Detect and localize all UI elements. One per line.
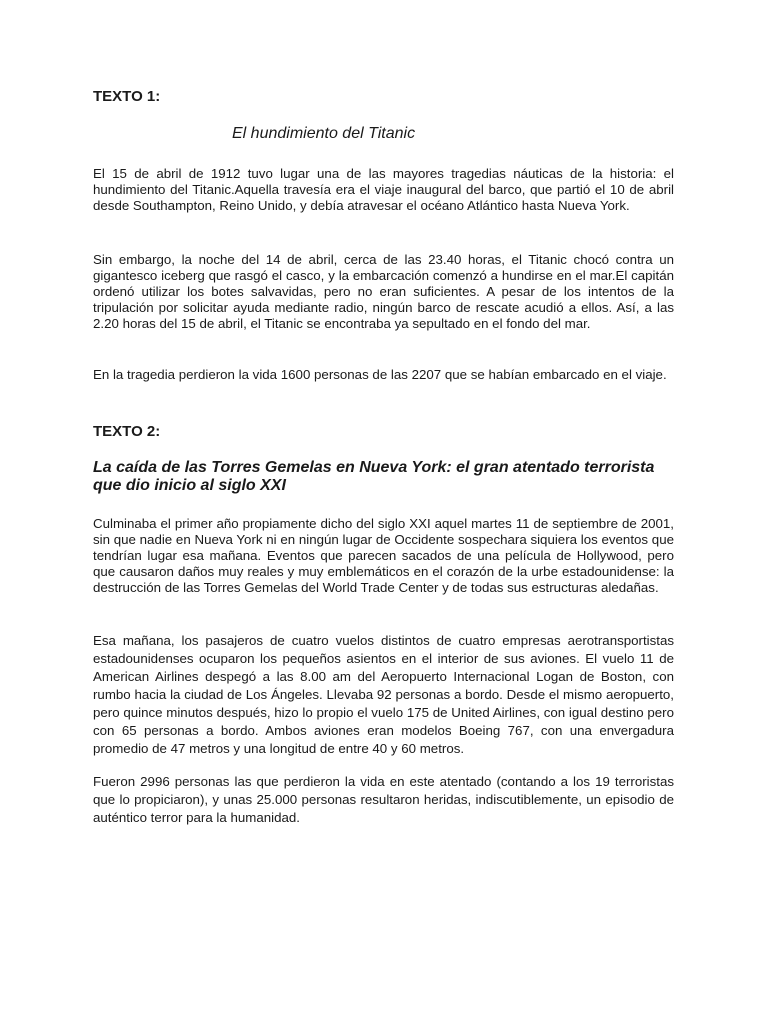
texto1-title: El hundimiento del Titanic bbox=[232, 125, 416, 142]
texto1-paragraph-3: En la tragedia perdieron la vida 1600 personas de las 2207 que se habían embarcado en el viaje. bbox=[93, 367, 667, 382]
texto2-title: La caída de las Torres Gemelas en Nueva York: el gran atentado terrorista que dio inicio al siglo XXI bbox=[93, 459, 655, 494]
texto2-heading: TEXTO 2: bbox=[93, 423, 161, 440]
texto1-paragraph-2: Sin embargo, la noche del 14 de abril, cerca de las 23.40 horas, el Titanic chocó contra un gigantesco iceberg que rasgó el casco, y la embarcación comenzó a hundirse en el mar.El capitán ordenó utilizar los botes salvavidas, pero no eran suficientes. A pesar de los intentos de la tripulación por solicitar ayuda mediante radio, ningún barco de rescate acudió a ellos. Así, a las 2.20 horas del 15 de abril, el Titanic se encontraba ya sepultado en el fondo del mar. bbox=[93, 252, 674, 331]
texto2-paragraph-2: Esa mañana, los pasajeros de cuatro vuelos distintos de cuatro empresas aerotransportistas estadounidenses ocuparon los pequeños asientos en el interior de sus aviones. El vuelo 11 de American Airlines despegó a las 8.00 am del Aeropuerto Internacional Logan de Boston, con rumbo hacia la ciudad de Los Ángeles. Llevaba 92 personas a bordo. Desde el mismo aeropuerto, pero quince minutos después, hizo lo propio el vuelo 175 de United Airlines, con igual destino pero con 65 personas a bordo. Ambos aviones eran modelos Boeing 767, con una envergadura promedio de 47 metros y una longitud de entre 40 y 60 metros. bbox=[93, 633, 674, 756]
texto2-paragraph-1: Culminaba el primer año propiamente dicho del siglo XXI aquel martes 11 de septiembre de 2001, sin que nadie en Nueva York ni en ningún lugar de Occidente sospechara siquiera los eventos que tendrían lugar esa mañana. Eventos que parecen sacados de una película de Hollywood, pero que causaron daños muy reales y muy emblemáticos en el corazón de la urbe estadounidense: la destrucción de las Torres Gemelas del World Trade Center y de todas sus estructuras aledañas. bbox=[93, 516, 674, 595]
texto1-paragraph-1: El 15 de abril de 1912 tuvo lugar una de las mayores tragedias náuticas de la historia: el hundimiento del Titanic.Aquella travesía era el viaje inaugural del barco, que partió el 10 de abril desde Southampton, Reino Unido, y debía atravesar el océano Atlántico hasta Nueva York. bbox=[93, 166, 674, 213]
texto2-paragraph-3: Fueron 2996 personas las que perdieron la vida en este atentado (contando a los 19 terroristas que lo propiciaron), y unas 25.000 personas resultaron heridas, indiscutiblemente, un episodio de auténtico terror para la humanidad. bbox=[93, 774, 674, 825]
texto1-heading: TEXTO 1: bbox=[93, 88, 161, 105]
